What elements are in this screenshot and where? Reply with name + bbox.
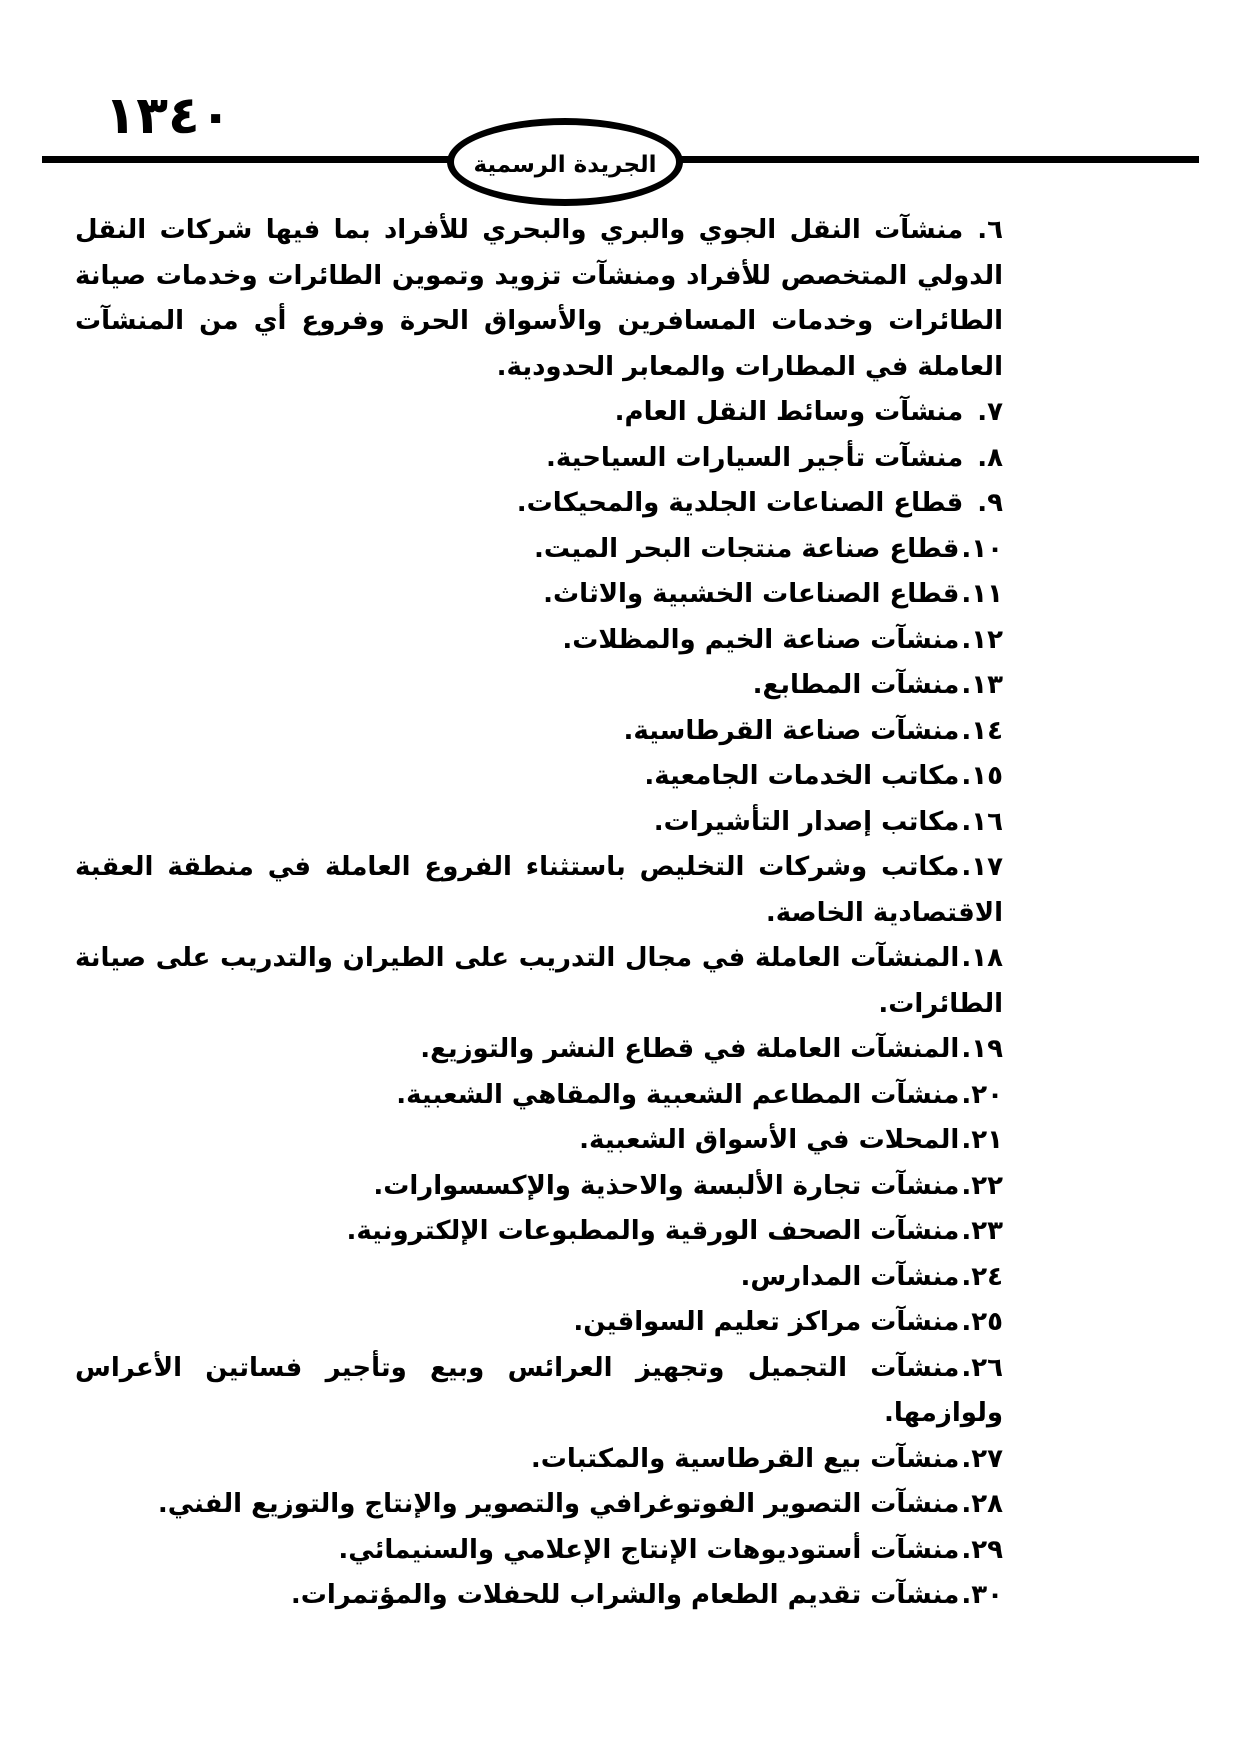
list-item-text: منشآت النقل الجوي والبري والبحري للأفراد بما فيها شركات النقل الدولي المتخصص للأفراد ومنشآت تزويد وتموين الطائرات وخدمات صيانة الطائرات وخدمات المسافرين والأسواق الحرة وفروع أي من المنشآت العاملة في المطارات والمعابر الحدودية. [75,215,1003,382]
list-item-number: ١٠. [961,533,1003,564]
list-item-text: قطاع صناعة منتجات البحر الميت. [533,533,960,564]
list-item-number: ٢٠. [961,1079,1003,1110]
list-item [75,1255,1003,1301]
list-item-text: منشآت تأجير السيارات السياحية. [545,442,964,473]
list-item-number: ٩. [977,488,1003,518]
list-item-number: ١٧. [961,852,1003,882]
list-item-text: منشآت التجميل وتجهيز العرائس وبيع وتأجير فساتين الأعراس ولوازمها. [75,1352,1003,1428]
list-item-number: ١١. [961,579,1003,609]
list-item [75,481,1003,527]
list-item-number: ٦. [977,215,1003,245]
list-item-text: منشآت المطاعم الشعبية والمقاهي الشعبية. [396,1079,960,1110]
gazette-badge [447,118,683,206]
list-item-text: المحلات في الأسواق الشعبية. [579,1125,960,1155]
list-item-number: ٢٧. [961,1443,1003,1474]
list-item-text: منشآت أستوديوهات الإنتاج الإعلامي والسنيمائي. [338,1534,960,1565]
list-item-number: ١٨. [961,943,1003,973]
list-item [75,800,1003,846]
list-item-text: منشآت تجارة الألبسة والاحذية والإكسسوارات. [373,1170,960,1201]
list-item-text: مكاتب إصدار التأشيرات. [653,806,960,837]
list-item-text: المنشآت العاملة في قطاع النشر والتوزيع. [420,1034,960,1064]
list-item-number: ٢٨. [961,1489,1003,1519]
list-item-text: منشآت مراكز تعليم السواقين. [573,1307,960,1337]
list-item-number: ١٩. [961,1034,1003,1064]
list-item [75,208,1003,390]
list-item-number: ١٢. [961,624,1003,655]
list-item-number: ٢١. [961,1125,1003,1155]
list-item-number: ٢٩. [961,1534,1003,1565]
list-item-number: ٢٥. [961,1307,1003,1337]
list-item-text: منشآت صناعة القرطاسية. [623,715,960,746]
list-item [75,1528,1003,1574]
list-item-text: المنشآت العاملة في مجال التدريب على الطيران والتدريب على صيانة الطائرات. [75,943,1003,1019]
list-item [75,1027,1003,1073]
list-item-number: ١٣. [961,670,1003,700]
list-item [75,527,1003,573]
list-item [75,572,1003,618]
list-item [75,1209,1003,1255]
list-item-text: منشآت المدارس. [740,1261,960,1292]
list-item [75,1073,1003,1119]
list-item-text: قطاع الصناعات الخشبية والاثاث. [543,579,960,609]
list-item [75,1437,1003,1483]
list-item-number: ١٥. [961,761,1003,791]
list-item-text: منشآت صناعة الخيم والمظلات. [562,624,960,655]
list-item-text: منشآت بيع القرطاسية والمكتبات. [530,1443,960,1474]
list-item-number: ٢٤. [961,1261,1003,1292]
list-item-text: منشآت المطابع. [752,670,960,700]
list-item-number: ١٦. [961,806,1003,837]
list-item-number: ٧. [977,397,1003,427]
list-item [75,390,1003,436]
list-item [75,1118,1003,1164]
list-item-text: منشآت التصوير الفوتوغرافي والتصوير والإنتاج والتوزيع الفني. [157,1489,960,1519]
sector-list [75,208,1003,1619]
list-item [75,845,1003,936]
list-item-number: ٣٠. [961,1580,1003,1610]
list-item [75,1482,1003,1528]
list-item [75,618,1003,664]
list-item [75,709,1003,755]
list-item-text: مكاتب وشركات التخليص باستثناء الفروع العاملة في منطقة العقبة الاقتصادية الخاصة. [75,852,1003,928]
list-item-number: ٨. [977,442,1003,473]
list-item [75,936,1003,1027]
list-item [75,1300,1003,1346]
gazette-badge-label: الجريدة الرسمية [473,152,657,178]
list-item-text: مكاتب الخدمات الجامعية. [644,761,960,791]
list-item [75,754,1003,800]
list-item-number: ٢٣. [961,1216,1003,1246]
list-item-text: منشآت وسائط النقل العام. [614,397,964,427]
list-item [75,663,1003,709]
list-item-number: ١٤. [961,715,1003,746]
list-item [75,1346,1003,1437]
list-item-number: ٢٦. [961,1352,1003,1383]
list-item-text: منشآت تقديم الطعام والشراب للحفلات والمؤتمرات. [290,1580,960,1610]
list-item [75,436,1003,482]
list-item-text: منشآت الصحف الورقية والمطبوعات الإلكترونية. [346,1216,960,1246]
list-item [75,1164,1003,1210]
list-item-text: قطاع الصناعات الجلدية والمحيكات. [516,488,964,518]
list-item [75,1573,1003,1619]
list-item-number: ٢٢. [961,1170,1003,1201]
page-number: ١٣٤٠ [104,86,232,146]
